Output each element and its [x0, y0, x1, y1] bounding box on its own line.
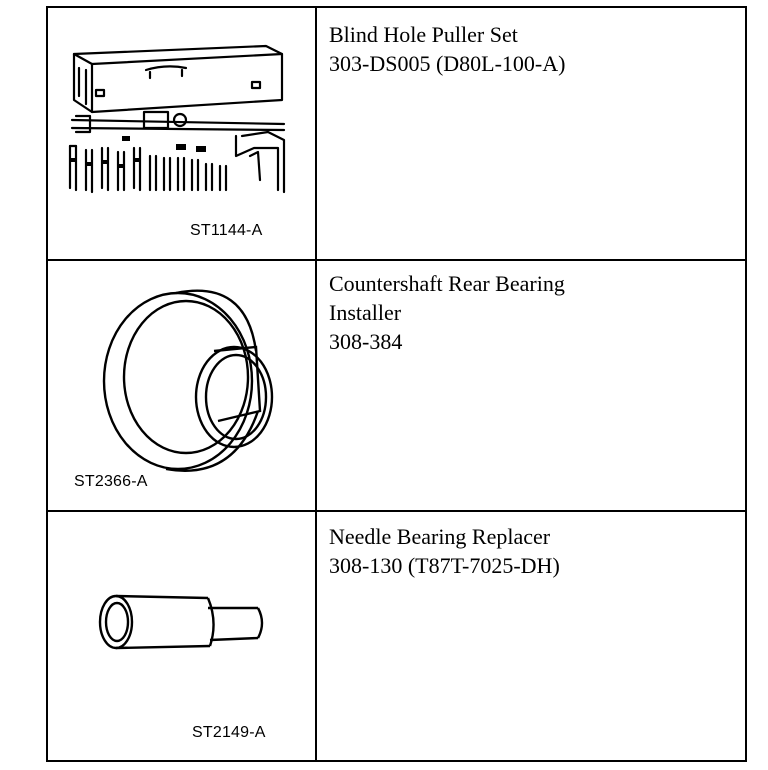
tool-number: 303-DS005 (D80L-100-A): [329, 51, 566, 76]
tool-name-line-1: Countershaft Rear Bearing: [329, 271, 565, 296]
tool-row-needle-bearing-replacer: [46, 512, 747, 762]
figure-code: ST1144-A: [190, 222, 263, 239]
tool-row-countershaft-rear-bearing-installer: [46, 261, 747, 510]
tool-name-line-2: Installer: [329, 300, 402, 325]
tool-description: [329, 269, 729, 356]
tool-name: Blind Hole Puller Set: [329, 22, 518, 47]
figure-code: ST2366-A: [74, 473, 148, 490]
blind-hole-puller-set-icon: [46, 8, 315, 259]
tool-name: Needle Bearing Replacer: [329, 524, 551, 549]
tool-description: [329, 522, 729, 580]
tool-number: 308-130 (T87T-7025-DH): [329, 553, 560, 578]
needle-bearing-replacer-icon: [46, 512, 315, 762]
tool-description: [329, 20, 729, 78]
tool-number: 308-384: [329, 329, 403, 354]
figure-code: ST2149-A: [192, 724, 266, 741]
tool-row-blind-hole-puller-set: [46, 8, 747, 259]
